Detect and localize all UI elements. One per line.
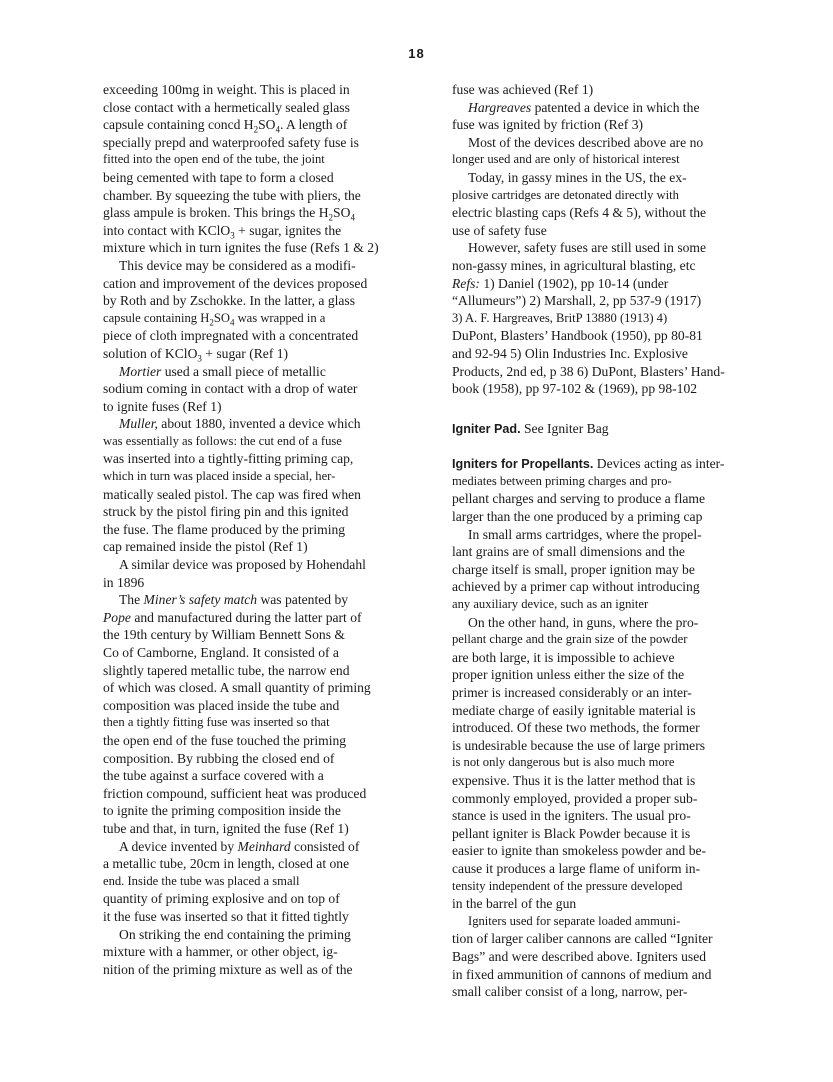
right-text-line: Igniters used for separate loaded ammuni- (468, 913, 681, 928)
right-text-line: plosive cartridges are detonated directly with (452, 187, 679, 202)
right-text-line: is undesirable because the use of large primers (452, 737, 706, 753)
right-text-line: Igniter Pad. See Igniter Bag (452, 420, 609, 436)
right-text-line: “Allumeurs”) 2) Marshall, 2, pp 537-9 (1917) (452, 293, 702, 309)
left-text-line: capsule containing concd $H_2SO_4$. A length of (103, 117, 348, 135)
right-text-line: charge itself is small, proper ignition may be (452, 561, 695, 577)
left-text-line: piece of cloth impregnated with a concentrated (103, 328, 359, 344)
right-text-line: any auxiliary device, such as an igniter (452, 597, 649, 612)
left-text-line: exceeding 100mg in weight. This is placed in (103, 82, 350, 97)
right-text-line: in fixed ammunition of cannons of medium and (452, 966, 712, 982)
right-text-line: expensive. Thus it is the latter method that is (452, 772, 696, 788)
right-text-line: Hargreaves patented a device in which the (468, 99, 700, 115)
right-text-line: easier to ignite than smokeless powder and be- (452, 843, 707, 859)
left-text-line: quantity of priming explosive and on top of (103, 891, 340, 907)
left-text-line: matically sealed pistol. The cap was fired when (103, 486, 361, 502)
left-text-line: solution of KClO$_3$ + sugar (Ref 1) (103, 345, 289, 364)
right-text-line: In small arms cartridges, where the propel- (468, 526, 702, 542)
left-text-line: mixture which in turn ignites the fuse (Refs 1 & 2) (103, 240, 379, 256)
left-text-line: by Roth and by Zschokke. In the latter, a glass (103, 293, 356, 309)
left-text-line: cation and improvement of the devices proposed (103, 275, 368, 291)
left-text-line: which in turn was placed inside a special, her- (103, 469, 336, 484)
left-text-line: composition was placed inside the tube and (103, 697, 340, 713)
left-text-line: end. Inside the tube was placed a small (103, 873, 300, 888)
right-text-line: cause it produces a large flame of uniform in- (452, 860, 701, 876)
right-text-line: However, safety fuses are still used in some (468, 240, 707, 256)
left-text-line: A similar device was proposed by Hohendahl (119, 557, 366, 573)
left-text-line: The Miner’s safety match was patented by (119, 592, 349, 608)
left-text-line: the fuse. The flame produced by the priming (103, 521, 346, 537)
right-text-line: pellant charge and the grain size of the powder (452, 632, 688, 647)
left-text-line: was essentially as follows: the cut end of a fuse (103, 433, 342, 448)
left-text-line: tube and that, in turn, ignited the fuse (Ref 1) (103, 820, 349, 836)
right-text-line: are both large, it is impossible to achieve (452, 649, 675, 665)
right-text-line: use of safety fuse (452, 222, 547, 238)
right-text-line: larger than the one produced by a priming cap (452, 509, 703, 525)
left-text-line: to ignite fuses (Ref 1) (103, 398, 222, 414)
left-text-line: the 19th century by William Bennett Sons & (103, 627, 345, 643)
right-text-line: Igniters for Propellants. Devices acting as inter- (452, 456, 725, 472)
left-text-line: Mortier used a small piece of metallic (119, 363, 326, 379)
right-text-line: introduced. Of these two methods, the former (452, 720, 700, 736)
left-text-line: of which was closed. A small quantity of priming (103, 680, 371, 696)
right-text-line: fuse was achieved (Ref 1) (452, 82, 594, 97)
left-text-line: fitted into the open end of the tube, the joint (103, 152, 325, 167)
left-text-line: the open end of the fuse touched the priming (103, 732, 347, 748)
left-text-line: capsule containing $H_2SO_4$ was wrapped in a (103, 310, 326, 328)
right-text-line: tion of larger caliber cannons are called “Igniter (452, 931, 713, 947)
right-text-line: Most of the devices described above are no (468, 134, 704, 150)
left-text-line: chamber. By squeezing the tube with pliers, the (103, 187, 361, 203)
left-text-line: Muller, about 1880, invented a device which (119, 416, 361, 432)
left-text-line: glass ampule is broken. This brings the $H_2SO_4$ (103, 205, 355, 223)
left-text-line: struck by the pistol firing pin and this ignited (103, 504, 349, 520)
left-text-line: On striking the end containing the priming (119, 926, 351, 942)
right-text-line: book (1958), pp 97-102 & (1969), pp 98-102 (452, 381, 698, 397)
right-text-line: DuPont, Blasters’ Handbook (1950), pp 80-81 (452, 328, 703, 344)
left-text-line: nition of the priming mixture as well as of the (103, 961, 353, 977)
left-text-line: to ignite the priming composition inside the (103, 803, 341, 819)
right-text-line: lant grains are of small dimensions and the (452, 544, 685, 560)
left-text-line: Co of Camborne, England. It consisted of a (103, 645, 339, 660)
section-gap (452, 437, 770, 455)
right-text-line: mediate charge of easily ignitable material is (452, 702, 696, 718)
left-column (103, 81, 433, 978)
right-text-line: longer used and are only of historical interest (452, 152, 680, 167)
right-text-line: pellant charges and serving to produce a flame (452, 491, 706, 507)
left-text-line: being cemented with tape to form a closed (103, 169, 334, 185)
right-text-line: achieved by a primer cap without introducing (452, 579, 700, 595)
right-text-line: tensity independent of the pressure developed (452, 878, 683, 893)
right-text-line: mediates between priming charges and pro- (452, 473, 672, 488)
left-text-line: then a tightly fitting fuse was inserted so that (103, 715, 330, 730)
left-text-line: close contact with a hermetically sealed glass (103, 99, 350, 115)
left-text-line: into contact with KClO$_3$ + sugar, ignites the (103, 222, 342, 241)
right-text-line: non-gassy mines, in agricultural blasting, etc (452, 257, 696, 273)
left-text-line: was inserted into a tightly-fitting priming cap, (103, 451, 354, 467)
right-text-line: is not only dangerous but is also much more (452, 755, 675, 770)
section-gap (452, 398, 770, 420)
left-text-line: composition. By rubbing the closed end of (103, 750, 335, 766)
left-text-line: slightly tapered metallic tube, the narrow end (103, 662, 350, 678)
left-text-line: sodium coming in contact with a drop of water (103, 381, 358, 397)
right-text-line: commonly employed, provided a proper sub- (452, 790, 698, 806)
right-text-line: small caliber consist of a long, narrow, per- (452, 984, 688, 1000)
right-text-line: primer is increased considerably or an inter- (452, 685, 692, 700)
left-text-line: in 1896 (103, 574, 145, 590)
right-text-line: Today, in gassy mines in the US, the ex- (468, 169, 687, 185)
right-text-line: Products, 2nd ed, p 38 6) DuPont, Blasters’ Hand- (452, 363, 725, 379)
left-text-line: This device may be considered as a modifi- (119, 257, 356, 273)
left-text-line: it the fuse was inserted so that it fitted tightly (103, 908, 349, 924)
right-text-line: fuse was ignited by friction (Ref 3) (452, 117, 644, 133)
left-text-line: specially prepd and waterproofed safety fuse is (103, 134, 359, 150)
right-text-line: proper ignition unless either the size of the (452, 667, 685, 683)
right-text-line: in the barrel of the gun (452, 896, 577, 912)
left-text-line: A device invented by Meinhard consisted of (119, 838, 360, 854)
left-text-line: mixture with a hammer, or other object, ig- (103, 944, 338, 960)
right-text-line: stance is used in the igniters. The usual pro- (452, 808, 691, 824)
right-text-line: electric blasting caps (Refs 4 & 5), without the (452, 205, 707, 221)
right-text-line: Refs: 1) Daniel (1902), pp 10-14 (under (452, 275, 669, 291)
right-text-line: pellant igniter is Black Powder because it is (452, 825, 691, 841)
right-text-line: and 92-94 5) Olin Industries Inc. Explosive (452, 345, 688, 361)
right-text-line: On the other hand, in guns, where the pro- (468, 614, 699, 630)
left-text-line: Pope and manufactured during the latter part of (103, 609, 362, 625)
left-text-line: a metallic tube, 20cm in length, closed at one (103, 856, 350, 872)
left-text-line: friction compound, sufficient heat was produced (103, 785, 367, 801)
right-text-line: Bags” and were described above. Igniters used (452, 948, 707, 964)
right-column (452, 81, 770, 1001)
page-number: 18 (408, 46, 425, 61)
left-text-line: cap remained inside the pistol (Ref 1) (103, 539, 308, 555)
left-text-line: the tube against a surface covered with a (103, 768, 324, 784)
right-text-line: 3) A. F. Hargreaves, BritP 13880 (1913) 4) (452, 310, 668, 325)
